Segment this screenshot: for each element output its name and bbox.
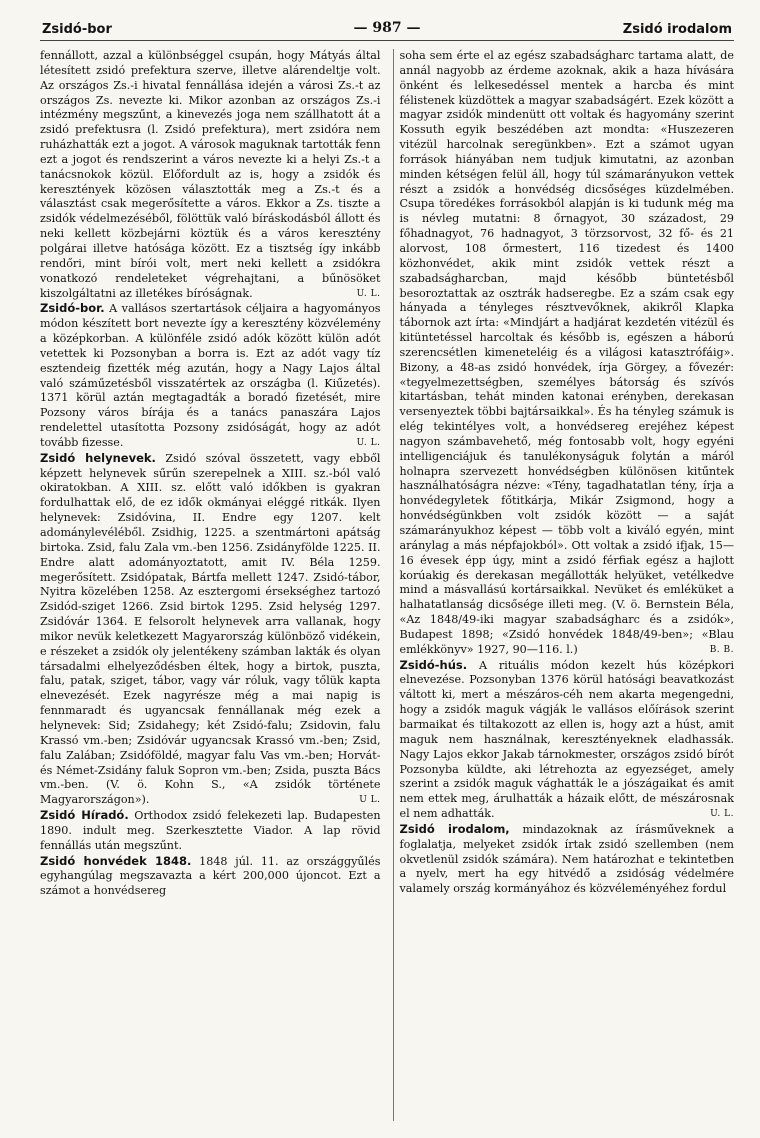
entry-zsido-honvedek: Zsidó honvédek 1848. 1848 júl. 11. az országgyűlés egyhangúlag megszavazta a kért 200,000 újoncot. Ezt a számot a honvédsereg (40, 853, 381, 898)
right-column (393, 49, 735, 1121)
header-last-entry: Zsidó irodalom (622, 22, 732, 37)
entry-headword: Zsidó-bor. (40, 301, 105, 316)
entry-headword: Zsidó Híradó. (40, 808, 129, 823)
author-signature: U L. (359, 795, 381, 806)
entry-headword: Zsidó irodalom, (399, 821, 510, 836)
entry-zsido-irodalom: Zsidó irodalom, mindazoknak az írásműveknek a foglalatja, melyeket zsidók írtak zsidó szellemben (nem okvetlenül zsidók számára). Nem határozhat e tekintetben a nyelv, mert ha egy hitvédő a zsidóság védelmére valamely ország kormányához és közvéleményéhez fordul (399, 821, 734, 896)
entry-zsido-bor: Zsidó-bor. A vallásos szertartások céljaira a hagyományos módon készített bort nevezte így a keresztény közvélemény a középkorban. A különféle zsidó adók között külön adót vetettek ki Pozsonyban a borra is. Ezt az adót vagy tíz esztendeig fizették még azután, hogy a Nagy Lajos által való száműzetésből visszatértek az országba (l. Kiűzetés). 1371 körül aztán megtagadták a boradó fizetését, mire Pozsony város bírája és a tanács panaszára Lajos rendelettel utasította Pozsony zsidóságát, hogy az adót tovább fizesse. U. L. (40, 301, 381, 449)
author-signature: U. L. (356, 288, 381, 299)
continued-paragraph: fennállott, azzal a különbséggel csupán, hogy Mátyás által létesített zsidó prefektura szerve, illetve alárendeltje volt. Az országos Zs.-i hivatal fennállása idején a városi Zs.-t az országos Zs. nevezte ki. Mikor azonban az országos Zs.-i intézmény megszűnt, a kinevezés joga nem szállhatott át a zsidó prefektusra (l. Zsidó prefektura), mert zsidóra nem ruházhatták ezt a jogot. A városok maguknak tartották fenn ezt a jogot és rendszerint a város nevezte ki a helyi Zs.-t a tanácsnokok közül. Előfordult az is, hogy a zsidók és keresztények közösen választották meg a Zs.-t és a választást csak megerősítette a város. Ekkor a Zs. tiszte a zsidók védelmezéséből, fölöttük való bíráskodásból állott és neki kellett közbejárni köztük és a város keresztény polgárai illetve hatósága között. Ez a tisztség így inkább rendőri, mint bírói volt, mert neki kellett a zsidókra vonatkozó rendeleteket végrehajtani, a bűnösöket kiszolgáltatni az illetékes bíróságnak. U. L. (40, 49, 381, 300)
continued-paragraph: soha sem érte el az egész szabadságharc tartama alatt, de annál nagyobb az érdeme azoknak, akik a haza hívására önként és lelkesedéssel mentek a harcba és mint félistenek küzdöttek a magyar szabadságért. Ezek között a magyar zsidók mindenütt ott voltak és hagyomány szerint Kossuth egyik beszédében azt mondta: «Huszezeren vitézül harcolnak seregünkben». Ezt a számot ugyan források hiányában nem tudjuk kimutatni, az azonban minden kétségen felül áll, hogy túl számarányukon vettek részt a zsidók a honvédség dicsőséges küzdelmében. Csupa töredékes forrásokból alapján is ki tudunk még ma is névleg mutatni: 8 őrnagyot, 30 századost, 29 főhadnagyot, 76 hadnagyot, 3 törzsorvost, 32 fő- és 21 alorvost, 108 őrmestert, 116 tizedest és 1400 közhonvédet, akik mint zsidók vettek részt a szabadságharcban, majd később büntetésből besoroztattak az osztrák hadseregbe. Ez a szám csak egy hányada a tényleges résztvevőknek, akikről Klapka tábornok azt írta: «Mindjárt a hadjárat kezdetén vitézül és kitüntetéssel harcoltak és később is, egészen a háború szerencsétlen kimeneteléig és a világosi katasztrófáig». Bizony, a 48-as zsidó honvédek, írja Görgey, a fővezér: «tegyelmezettségben, személyes bátorság és szívós kitartásban, tehát minden katonai erényben, derekasan versenyeztek többi bajtársaikkal». És ha tényleg számuk is elég tekintélyes volt, a honvédsereg erejéhez képest nagyon számbavehető, még fontosabb volt, hogy egyéni intelligenciájuk és tanulékonyságuk folytán a máról holnapra szervezett honvédségben különösen kitűntek használhatóságra nézve: «Tény, tagadhatatlan tény, írja a honvédegyletek főtitkárja, Mikár Zsigmond, hogy a honvédségünkben volt zsidók között — a saját számarányukhoz képest — több volt a kiváló egyén, mint aránylag a más népfajokból». Ott voltak a zsidó ifjak, 15—16 évesek épp úgy, mint a zsidó férfiak egész a hajlott korúakig és derekasan megállották helyüket, vetélkedve mind a másvallású kortársaikkal. Nevüket és emléküket a halhatatlanság dicsősége illeti meg. (V. ö. Bernstein Béla, «Az 1848/49-iki magyar szabadságharc és a zsidók», Budapest 1898; «Zsidó honvédek 1848/49-ben»; «Blau emlékkönyv» 1927, 90—116. l.) B. B. (399, 49, 734, 656)
entry-headword: Zsidó-hús. (399, 657, 468, 672)
entry-headword: Zsidó helynevek. (40, 450, 156, 465)
author-signature: B. B. (709, 644, 734, 655)
dictionary-page (40, 20, 734, 1120)
entry-zsido-hus: Zsidó-hús. A rituális módon kezelt hús középkori elnevezése. Pozsonyban 1376 körül hatósági beavatkozást váltott ki, mert a mészáros-céh nem akarta megengedni, hogy a zsidók maguk vágják le vallásos előírások szerint barmaikat és tiltakozott az ellen is, hogy azt a húst, amit maguk nem használnak, keresztényeknek eladhassák. Nagy Lajos ekkor Jakab tárnokmester, országos zsidó bírót Pozsonyba küldte, aki létrehozta az egyezséget, amely szerint a zsidók maguk vághatták le a jószágaikat és amit nem ettek meg, árulhatták a házaik előtt, de mészárosnak el nem adhatták. U. L. (399, 657, 734, 821)
header-first-entry: Zsidó-bor (42, 22, 112, 37)
entry-zsido-helynevek: Zsidó helynevek. Zsidó szóval összetett, vagy ebből képzett helynevek sűrűn szerepelnek a XIII. sz.-ból való okiratokban. A XIII. sz. előtt való időkben is gyakran fordulhattak elő, de ez idők okmányai eléggé ritkák. Ilyen helynevek: Zsidóvina, II. Endre egy 1207. kelt adománylevéléből. Zsidhig, 1225. a szentmártoni apátság birtoka. Zsid, falu Zala vm.-ben 1256. Zsidányfölde 1225. II. Endre alatt adományoztatott, amit IV. Béla 1259. megerősített. Zsidópatak, Bártfa mellett 1247. Zsidó-tábor, Nyitra közelében 1258. Az esztergomi érsekséghez tartozó Zsidód-sziget 1266. Zsid birtok 1295. Zsid helység 1297. Zsidóvár 1364. E felsorolt helynevek arra vallanak, hogy mikor nevük keletkezett Magyarország különböző vidékein, e részeket a zsidók oly jelentékeny számban lakták és olyan társadalmi elhelyeződésben éltek, hogy a birtok, puszta, falu, patak, sziget, tábor, vagy vár róluk, vagy tőlük kapta elnevezését. Ezek nagyrésze még a mai napig is fennmaradt és ugyancsak fennállanak még ezek a helynevek: Sid; Zsidahegy; két Zsidó-falu; Zsidovin, falu Krassó vm.-ben; Zsidóvár ugyancsak Krassó vm.-ben; Zsid, falu Zalában; Zsidóföldé, magyar falu Vas vm.-ben; Horvát- és Német-Zsidány faluk Sopron vm.-ben; Zsida, puszta Bács vm.-ben. (V. ö. Kohn S., «A zsidók története Magyarországon»). U L. (40, 450, 381, 807)
author-signature: U. L. (710, 809, 734, 820)
page-number: — 987 — (353, 20, 421, 36)
entry-zsido-hirado: Zsidó Híradó. Orthodox zsidó felekezeti lap. Budapesten 1890. indult meg. Szerkesztette Viador. A lap rövid fennállás után megszűnt. (40, 808, 381, 852)
page-header (40, 20, 734, 41)
left-column (40, 49, 381, 1121)
author-signature: U. L. (356, 437, 381, 448)
entry-headword: Zsidó honvédek 1848. (40, 853, 192, 868)
